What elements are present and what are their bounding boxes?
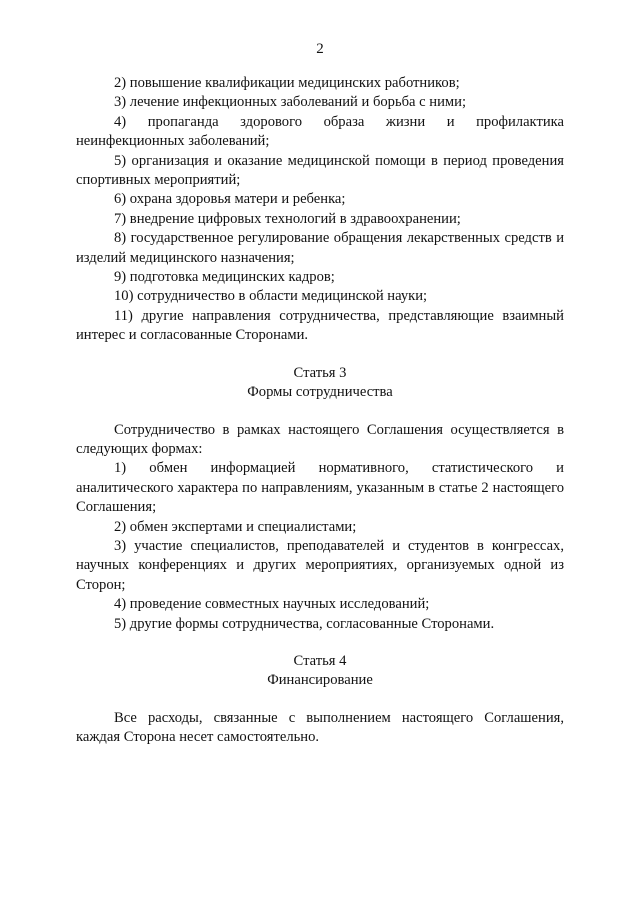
article2-list (76, 74, 564, 346)
page-number: 2 (316, 41, 324, 57)
article-title: Финансирование (267, 672, 373, 689)
document-page (76, 38, 564, 748)
list-item: 7) внедрение цифровых технологий в здравоохранении; (114, 210, 461, 227)
article-intro: Сотрудничество в рамках настоящего Соглашения осуществляется в следующих формах: (76, 421, 564, 457)
list-item: 10) сотрудничество в области медицинской науки; (114, 288, 428, 305)
article-number: Статья 4 (293, 652, 347, 669)
list-item: 11) другие направления сотрудничества, представляющие взаимный интерес и согласованные Сторонами. (76, 307, 564, 344)
article-text: Все расходы, связанные с выполнением настоящего Соглашения, каждая Сторона несет самостоятельно. (76, 709, 564, 746)
list-item: 5) другие формы сотрудничества, согласованные Сторонами. (114, 615, 495, 632)
article4-heading (76, 652, 564, 691)
list-item: 5) организация и оказание медицинской помощи в период проведения спортивных мероприятий; (76, 152, 564, 189)
list-item: 2) повышение квалификации медицинских работников; (114, 75, 460, 91)
article-number: Статья 3 (293, 364, 347, 381)
list-item: 4) пропаганда здорового образа жизни и профилактика неинфекционных заболеваний; (76, 113, 564, 150)
article3-heading (76, 364, 564, 403)
list-item: 3) лечение инфекционных заболеваний и борьба с ними; (114, 94, 467, 111)
list-item: 8) государственное регулирование обращения лекарственных средств и изделий медицинского назначения; (76, 230, 564, 266)
list-item: 4) проведение совместных научных исследований; (114, 596, 430, 613)
list-item: 2) обмен экспертами и специалистами; (114, 518, 357, 535)
article4-body (76, 709, 564, 748)
article-title: Формы сотрудничества (247, 384, 393, 401)
article3-body (76, 421, 564, 634)
list-item: 9) подготовка медицинских кадров; (114, 269, 335, 286)
list-item: 3) участие специалистов, преподавателей и студентов в конгрессах, научных конференциях и других мероприятиях, организуемых одной из Сторон; (76, 537, 564, 593)
list-item: 1) обмен информацией нормативного, статистического и аналитического характера по направлениям, указанным в статье 2 настоящего Соглашения; (76, 460, 564, 516)
list-item: 6) охрана здоровья матери и ребенка; (114, 191, 346, 208)
